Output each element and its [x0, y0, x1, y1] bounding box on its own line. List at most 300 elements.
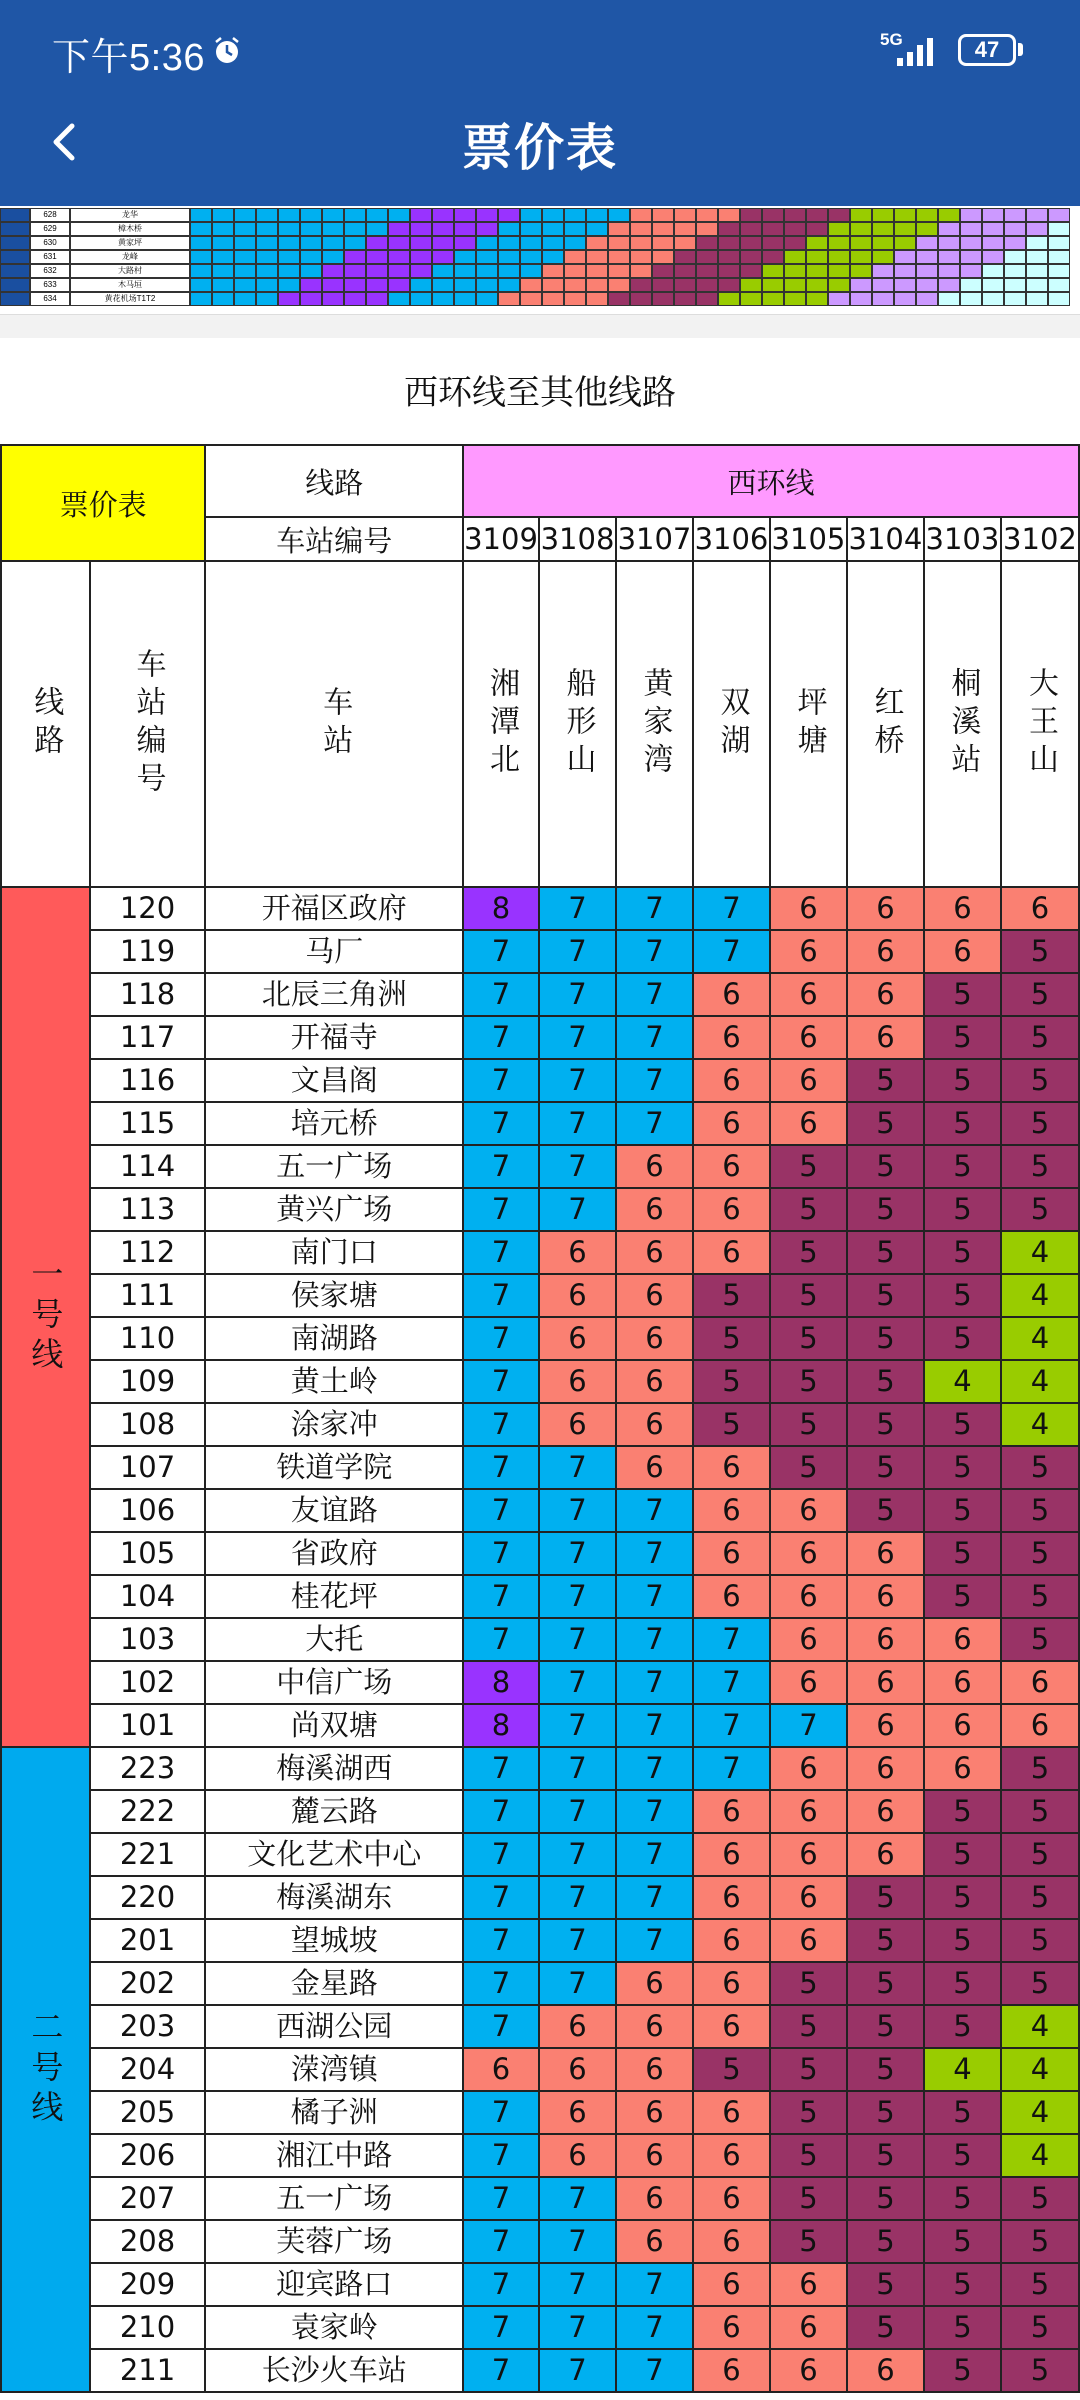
fare-cell: 5	[1001, 2177, 1079, 2220]
thumb-line-marker	[0, 236, 30, 250]
fare-cell: 6	[693, 2263, 770, 2306]
thumb-cell	[872, 222, 894, 236]
station-code: 222	[90, 1790, 206, 1833]
fare-cell: 6	[616, 2005, 693, 2048]
thumb-cell	[344, 278, 366, 292]
station-name: 中信广场	[205, 1661, 463, 1704]
fare-cell: 5	[770, 1446, 847, 1489]
fare-cell: 5	[693, 1274, 770, 1317]
thumb-cell	[366, 222, 388, 236]
thumb-cell	[806, 236, 828, 250]
thumb-cell	[784, 292, 806, 306]
table-row	[1, 1962, 1079, 2005]
station-code: 108	[90, 1403, 206, 1446]
thumb-cell	[366, 236, 388, 250]
thumb-cell	[190, 222, 212, 236]
fare-cell: 7	[616, 1016, 693, 1059]
station-name: 文化艺术中心	[205, 1833, 463, 1876]
thumb-cell	[498, 208, 520, 222]
thumb-cell	[696, 250, 718, 264]
fare-cell: 5	[847, 1274, 924, 1317]
fare-cell: 7	[616, 2349, 693, 2392]
fare-cell: 6	[924, 930, 1001, 973]
thumb-cell	[322, 292, 344, 306]
thumb-cell	[762, 208, 784, 222]
table-row	[1, 1274, 1079, 1317]
thumb-cell	[828, 250, 850, 264]
thumb-cell	[784, 278, 806, 292]
thumb-cell	[498, 250, 520, 264]
station-code: 113	[90, 1188, 206, 1231]
column-station-code: 3105	[770, 517, 847, 561]
station-name: 黄土岭	[205, 1360, 463, 1403]
fare-cell: 5	[847, 1489, 924, 1532]
fare-cell: 7	[463, 930, 539, 973]
thumb-cell	[872, 292, 894, 306]
station-name: 南门口	[205, 1231, 463, 1274]
fare-cell: 5	[847, 2005, 924, 2048]
fare-cell: 6	[847, 1532, 924, 1575]
fare-cell: 5	[1001, 2349, 1079, 2392]
thumb-cell	[916, 278, 938, 292]
fare-cell: 7	[539, 1790, 616, 1833]
thumb-cell	[586, 264, 608, 278]
fare-cell: 6	[770, 1489, 847, 1532]
fare-cell: 7	[463, 1360, 539, 1403]
fare-cell: 7	[616, 1790, 693, 1833]
thumb-cell	[652, 264, 674, 278]
fare-cell: 7	[616, 1876, 693, 1919]
fare-cell: 5	[924, 1016, 1001, 1059]
column-station-name: 坪塘	[770, 561, 847, 887]
fare-cell: 7	[463, 1876, 539, 1919]
thumb-row	[0, 264, 1070, 278]
thumb-cell	[806, 264, 828, 278]
fare-cell: 7	[463, 1532, 539, 1575]
fare-cell: 6	[539, 2134, 616, 2177]
thumb-cell	[1004, 278, 1026, 292]
table-row	[1, 1360, 1079, 1403]
network-type: 5G	[880, 30, 903, 49]
fare-cell: 5	[770, 1360, 847, 1403]
thumb-cell	[960, 250, 982, 264]
fare-cell: 5	[924, 2306, 1001, 2349]
station-code: 207	[90, 2177, 206, 2220]
thumb-cell	[256, 208, 278, 222]
station-name: 橘子洲	[205, 2091, 463, 2134]
thumb-cell	[476, 278, 498, 292]
thumb-cell	[1026, 236, 1048, 250]
fare-cell: 6	[693, 1145, 770, 1188]
table-row	[1, 1145, 1079, 1188]
fare-cell: 5	[924, 1790, 1001, 1833]
fare-cell: 6	[770, 1833, 847, 1876]
fare-cell: 7	[463, 1403, 539, 1446]
thumb-cell	[740, 292, 762, 306]
thumb-cell	[454, 236, 476, 250]
thumb-cell	[894, 222, 916, 236]
fare-cell: 7	[616, 930, 693, 973]
fare-cell: 6	[693, 2306, 770, 2349]
thumb-cell	[916, 236, 938, 250]
fare-cell: 6	[693, 1962, 770, 2005]
thumb-cell	[542, 278, 564, 292]
line-group-label: 一号线	[1, 887, 90, 1747]
thumb-cell	[278, 278, 300, 292]
thumb-code: 629	[30, 222, 70, 236]
station-name: 桂花坪	[205, 1575, 463, 1618]
station-name: 侯家塘	[205, 1274, 463, 1317]
fare-cell: 7	[770, 1704, 847, 1747]
fare-cell: 5	[1001, 1575, 1079, 1618]
thumb-cell	[740, 250, 762, 264]
fare-cell: 5	[1001, 1102, 1079, 1145]
thumb-cell	[432, 208, 454, 222]
fare-cell: 5	[847, 1876, 924, 1919]
thumb-cell	[696, 222, 718, 236]
thumb-station: 黄家坪	[70, 236, 190, 250]
fare-cell: 6	[770, 1016, 847, 1059]
fare-cell: 5	[924, 1317, 1001, 1360]
fare-cell: 5	[847, 2263, 924, 2306]
fare-cell: 7	[616, 1489, 693, 1532]
station-name: 培元桥	[205, 1102, 463, 1145]
fare-cell: 7	[539, 1532, 616, 1575]
thumb-cell	[564, 250, 586, 264]
station-code: 203	[90, 2005, 206, 2048]
station-code: 202	[90, 1962, 206, 2005]
fare-cell: 5	[847, 1360, 924, 1403]
thumb-cell	[322, 208, 344, 222]
fare-cell: 6	[539, 2048, 616, 2091]
station-code-label: 车站编号	[205, 517, 463, 561]
thumb-cell	[212, 250, 234, 264]
fare-cell: 5	[1001, 1790, 1079, 1833]
fare-cell: 7	[616, 1532, 693, 1575]
fare-cell: 7	[463, 1188, 539, 1231]
thumb-line-marker	[0, 208, 30, 222]
fare-cell: 5	[770, 1145, 847, 1188]
fare-cell: 6	[539, 1274, 616, 1317]
fare-cell: 7	[693, 930, 770, 973]
fare-cell: 7	[539, 1876, 616, 1919]
table-row	[1, 1489, 1079, 1532]
fare-cell: 5	[924, 1919, 1001, 1962]
station-code: 111	[90, 1274, 206, 1317]
fare-cell: 7	[539, 2306, 616, 2349]
station-code: 115	[90, 1102, 206, 1145]
fare-cell: 6	[693, 1059, 770, 1102]
thumb-cell	[564, 292, 586, 306]
fare-cell: 4	[1001, 1274, 1079, 1317]
table-row	[1, 887, 1079, 930]
fare-cell: 4	[1001, 1231, 1079, 1274]
thumb-cell	[894, 264, 916, 278]
thumb-cell	[718, 222, 740, 236]
thumb-cell	[938, 222, 960, 236]
fare-cell: 7	[463, 1231, 539, 1274]
fare-cell: 6	[847, 887, 924, 930]
thumb-cell	[960, 222, 982, 236]
thumb-cell	[652, 222, 674, 236]
thumb-cell	[630, 292, 652, 306]
thumb-row	[0, 292, 1070, 306]
station-code: 117	[90, 1016, 206, 1059]
fare-cell: 7	[463, 2263, 539, 2306]
fare-cell: 7	[463, 973, 539, 1016]
fare-cell: 6	[847, 1618, 924, 1661]
table-row	[1, 1876, 1079, 1919]
thumb-cell	[410, 264, 432, 278]
fare-cell: 5	[770, 2005, 847, 2048]
fare-cell: 5	[847, 2220, 924, 2263]
thumb-cell	[388, 222, 410, 236]
thumb-cell	[872, 278, 894, 292]
fare-cell: 7	[463, 1575, 539, 1618]
station-code: 204	[90, 2048, 206, 2091]
thumb-cell	[586, 250, 608, 264]
thumb-cell	[344, 236, 366, 250]
fare-cell: 6	[693, 2005, 770, 2048]
table-row	[1, 1188, 1079, 1231]
fare-cell: 6	[847, 1704, 924, 1747]
fare-cell: 5	[847, 1919, 924, 1962]
thumb-cell	[344, 222, 366, 236]
fare-cell: 6	[847, 1661, 924, 1704]
fare-cell: 5	[770, 2220, 847, 2263]
battery-tip	[1018, 43, 1023, 56]
thumb-cell	[454, 250, 476, 264]
thumb-cell	[608, 292, 630, 306]
thumb-cell	[608, 278, 630, 292]
fare-cell: 5	[847, 2091, 924, 2134]
thumb-cell	[762, 264, 784, 278]
fare-cell: 5	[693, 1360, 770, 1403]
column-station-name: 红桥	[847, 561, 924, 887]
thumb-cell	[234, 278, 256, 292]
thumb-row	[0, 208, 1070, 222]
fare-cell: 7	[616, 2306, 693, 2349]
table-row	[1, 1575, 1079, 1618]
station-code: 109	[90, 1360, 206, 1403]
thumb-cell	[278, 264, 300, 278]
fare-cell: 5	[770, 2048, 847, 2091]
fare-cell: 5	[1001, 1188, 1079, 1231]
thumb-cell	[1004, 236, 1026, 250]
fare-cell: 6	[616, 2177, 693, 2220]
fare-cell: 5	[1001, 1876, 1079, 1919]
thumb-cell	[784, 264, 806, 278]
thumb-cell	[344, 292, 366, 306]
station-name: 迎宾路口	[205, 2263, 463, 2306]
fare-cell: 6	[847, 1790, 924, 1833]
fare-cell: 6	[616, 2134, 693, 2177]
fare-cell: 7	[616, 1919, 693, 1962]
column-station-code: 3107	[616, 517, 693, 561]
target-line-name: 西环线	[463, 445, 1079, 517]
station-code: 120	[90, 887, 206, 930]
thumb-cell	[1004, 222, 1026, 236]
thumb-cell	[630, 236, 652, 250]
thumb-cell	[476, 208, 498, 222]
fare-cell: 5	[924, 1059, 1001, 1102]
thumb-cell	[410, 236, 432, 250]
thumb-cell	[938, 264, 960, 278]
fare-cell: 6	[770, 930, 847, 973]
thumb-cell	[850, 222, 872, 236]
thumb-cell	[718, 250, 740, 264]
thumb-cell	[256, 236, 278, 250]
station-code: 220	[90, 1876, 206, 1919]
fare-cell: 7	[463, 1274, 539, 1317]
thumb-cell	[432, 236, 454, 250]
thumb-cell	[938, 208, 960, 222]
thumb-cell	[234, 208, 256, 222]
thumb-code: 630	[30, 236, 70, 250]
thumb-cell	[1004, 250, 1026, 264]
thumb-cell	[322, 250, 344, 264]
fare-cell: 4	[1001, 1403, 1079, 1446]
thumb-cell	[278, 292, 300, 306]
thumb-cell	[960, 278, 982, 292]
line-label: 线路	[205, 445, 463, 517]
fare-cell: 6	[770, 1876, 847, 1919]
fare-cell: 7	[463, 2177, 539, 2220]
thumb-cell	[674, 236, 696, 250]
fare-cell: 4	[1001, 2048, 1079, 2091]
thumb-cell	[234, 222, 256, 236]
fare-cell: 7	[539, 2177, 616, 2220]
column-station-name: 黄家湾	[616, 561, 693, 887]
table-row	[1, 2349, 1079, 2392]
station-code: 107	[90, 1446, 206, 1489]
fare-cell: 7	[693, 1747, 770, 1790]
thumb-cell	[696, 278, 718, 292]
row-header-station: 车站	[205, 561, 463, 887]
fare-cell: 7	[539, 1704, 616, 1747]
thumb-cell	[454, 292, 476, 306]
fare-cell: 6	[616, 1317, 693, 1360]
table-row	[1, 1102, 1079, 1145]
table-row	[1, 2134, 1079, 2177]
fare-cell: 7	[693, 1704, 770, 1747]
station-name: 梅溪湖东	[205, 1876, 463, 1919]
thumb-cell	[850, 292, 872, 306]
thumb-cell	[278, 250, 300, 264]
thumb-cell	[608, 236, 630, 250]
fare-cell: 7	[463, 1145, 539, 1188]
thumb-cell	[894, 236, 916, 250]
thumb-cell	[1048, 222, 1070, 236]
station-code: 223	[90, 1747, 206, 1790]
section-divider	[0, 314, 1080, 338]
fare-cell: 4	[1001, 2091, 1079, 2134]
thumb-code: 633	[30, 278, 70, 292]
fare-cell: 6	[539, 1231, 616, 1274]
thumb-cell	[850, 250, 872, 264]
table-row	[1, 1059, 1079, 1102]
fare-cell: 8	[463, 1704, 539, 1747]
fare-cell: 6	[770, 1618, 847, 1661]
fare-cell: 5	[770, 1231, 847, 1274]
fare-cell: 7	[463, 1102, 539, 1145]
fare-cell: 5	[847, 2177, 924, 2220]
column-station-code: 3106	[693, 517, 770, 561]
station-name: 五一广场	[205, 1145, 463, 1188]
station-code: 201	[90, 1919, 206, 1962]
fare-cell: 6	[1001, 887, 1079, 930]
fare-cell: 7	[463, 1919, 539, 1962]
fare-cell: 5	[924, 1962, 1001, 2005]
thumb-cell	[586, 236, 608, 250]
thumb-cell	[982, 292, 1004, 306]
thumb-cell	[564, 236, 586, 250]
fare-cell: 6	[770, 973, 847, 1016]
fare-cell: 6	[693, 1188, 770, 1231]
fare-cell: 6	[770, 1661, 847, 1704]
fare-cell: 4	[924, 1360, 1001, 1403]
fare-cell: 7	[463, 2349, 539, 2392]
table-row	[1, 1403, 1079, 1446]
station-code: 210	[90, 2306, 206, 2349]
thumb-cell	[674, 208, 696, 222]
thumb-cell	[520, 222, 542, 236]
fare-cell: 7	[539, 1575, 616, 1618]
fare-cell: 6	[616, 1145, 693, 1188]
station-code: 102	[90, 1661, 206, 1704]
thumb-cell	[564, 264, 586, 278]
table-row	[1, 2177, 1079, 2220]
thumb-cell	[696, 264, 718, 278]
fare-cell: 6	[847, 1575, 924, 1618]
fare-cell: 7	[616, 973, 693, 1016]
table-row	[1, 1747, 1079, 1790]
thumb-cell	[432, 250, 454, 264]
thumb-station: 龙华	[70, 208, 190, 222]
thumb-cell	[674, 278, 696, 292]
fare-cell: 7	[616, 1059, 693, 1102]
fare-cell: 6	[616, 1231, 693, 1274]
thumb-cell	[938, 250, 960, 264]
thumb-cell	[608, 264, 630, 278]
thumb-cell	[190, 250, 212, 264]
thumb-cell	[212, 222, 234, 236]
fare-cell: 5	[847, 1102, 924, 1145]
fare-cell: 5	[1001, 1016, 1079, 1059]
thumb-cell	[828, 292, 850, 306]
fare-cell: 6	[924, 1704, 1001, 1747]
station-name: 南湖路	[205, 1317, 463, 1360]
fare-cell: 7	[539, 1489, 616, 1532]
thumb-cell	[520, 278, 542, 292]
thumb-cell	[564, 208, 586, 222]
fare-cell: 5	[847, 2306, 924, 2349]
previous-table-strip[interactable]	[0, 206, 1080, 314]
thumb-cell	[476, 222, 498, 236]
fare-cell: 7	[693, 1618, 770, 1661]
fare-cell: 7	[463, 1016, 539, 1059]
thumb-cell	[960, 264, 982, 278]
thumb-cell	[1048, 292, 1070, 306]
table-row	[1, 973, 1079, 1016]
thumb-cell	[542, 222, 564, 236]
thumb-cell	[432, 222, 454, 236]
table-row	[1, 2091, 1079, 2134]
thumb-cell	[872, 264, 894, 278]
thumb-cell	[740, 222, 762, 236]
thumb-cell	[190, 264, 212, 278]
fare-cell: 7	[463, 1833, 539, 1876]
